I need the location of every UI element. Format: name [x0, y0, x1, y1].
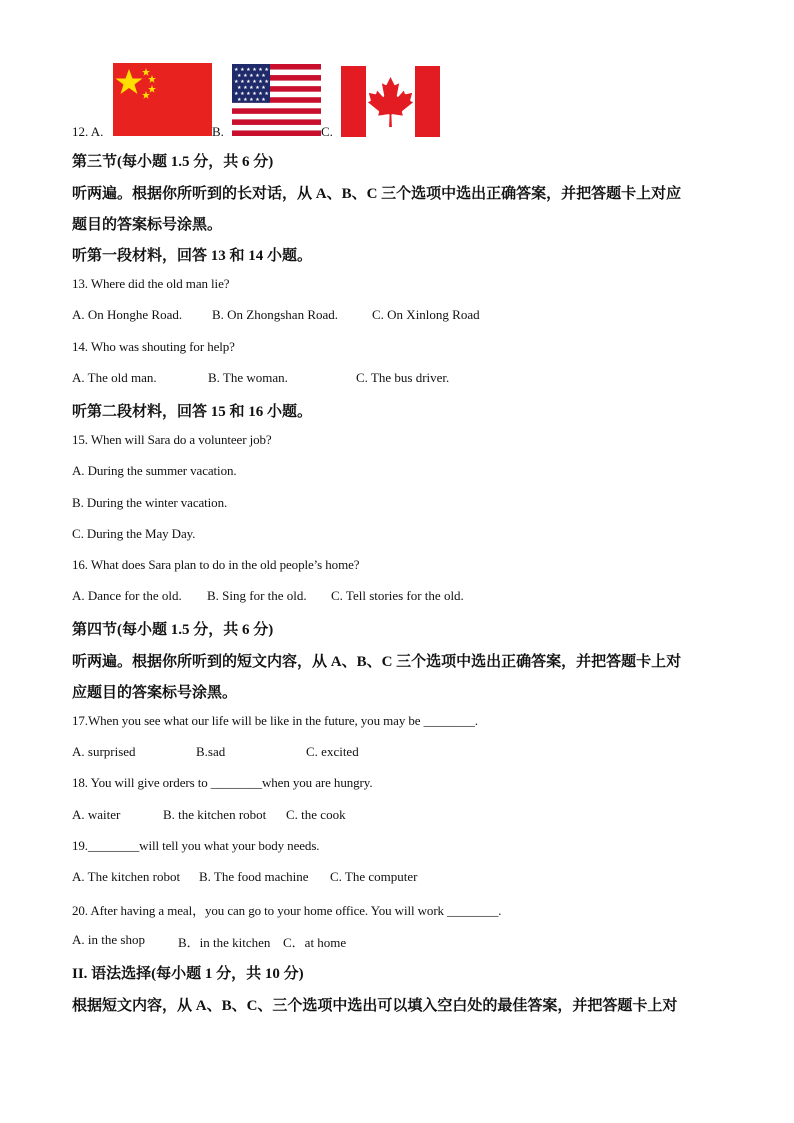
q19-stem: 19.________will tell you what your body needs.: [72, 838, 320, 853]
q16-stem: 16. What does Sara plan to do in the old people’s home?: [72, 557, 360, 572]
section3-heading: 第三节(每小题 1.5 分，共 6 分): [72, 154, 274, 170]
q20-option-c: C．at home: [283, 935, 347, 950]
q18-option-a: A. waiter: [72, 807, 121, 822]
section3-instruction-line1: 听两遍。根据你所听到的长对话，从 A、B、C 三个选项中选出正确答案，并把答题卡上对应: [72, 186, 682, 202]
q18-option-b: B. the kitchen robot: [163, 807, 267, 822]
section4-instruction-line1: 听两遍。根据你所听到的短文内容，从 A、B、C 三个选项中选出正确答案，并把答题卡上对: [72, 654, 682, 670]
q16-option-a: A. Dance for the old.: [72, 588, 182, 603]
q14-stem: 14. Who was shouting for help?: [72, 339, 235, 354]
canada-flag-icon: [341, 66, 440, 137]
q17-option-a: A. surprised: [72, 744, 136, 759]
grammar-instruction: 根据短文内容，从 A、B、C、三个选项中选出可以填入空白处的最佳答案，并把答题卡上对: [72, 998, 678, 1014]
q18-stem: 18. You will give orders to ________when you are hungry.: [72, 775, 373, 790]
china-flag-icon: [113, 63, 212, 136]
part2-heading: 听第二段材料，回答 15 和 16 小题。: [72, 404, 313, 420]
svg-text:★ ★ ★ ★ ★ ★: ★ ★ ★ ★ ★ ★: [234, 67, 269, 73]
q13-option-c: C. On Xinlong Road: [372, 307, 480, 322]
q17-stem: 17.When you see what our life will be like in the future, you may be ________.: [72, 713, 478, 728]
svg-text:★ ★ ★ ★ ★: ★ ★ ★ ★ ★: [237, 97, 266, 103]
q20-option-b: B．in the kitchen: [178, 935, 271, 950]
q16-option-b: B. Sing for the old.: [207, 588, 307, 603]
q17-option-c: C. excited: [306, 744, 359, 759]
q20-option-a: A. in the shop: [72, 932, 145, 947]
q14-option-c: C. The bus driver.: [356, 370, 450, 385]
q15-stem: 15. When will Sara do a volunteer job?: [72, 432, 272, 447]
part1-heading: 听第一段材料，回答 13 和 14 小题。: [72, 248, 313, 264]
q13-stem: 13. Where did the old man lie?: [72, 276, 230, 291]
q19-option-a: A. The kitchen robot: [72, 869, 181, 884]
q16-option-c: C. Tell stories for the old.: [331, 588, 464, 603]
q14-option-a: A. The old man.: [72, 370, 157, 385]
q15-option-a: A. During the summer vacation.: [72, 463, 237, 478]
section3-instruction-line2: 题目的答案标号涂黑。: [72, 217, 223, 233]
grammar-heading: II. 语法选择(每小题 1 分，共 10 分): [72, 966, 304, 982]
svg-text:★ ★ ★ ★ ★: ★ ★ ★ ★ ★: [237, 85, 266, 91]
q12-label-c: C.: [321, 124, 333, 139]
q20-stem: 20. After having a meal，you can go to your home office. You will work ________.: [72, 903, 502, 918]
q13-option-b: B. On Zhongshan Road.: [212, 307, 339, 322]
q13-option-a: A. On Honghe Road.: [72, 307, 183, 322]
q12-label-b: B.: [212, 124, 224, 139]
q15-option-c: C. During the May Day.: [72, 526, 196, 541]
q17-option-b: B.sad: [196, 744, 226, 759]
usa-flag-icon: [232, 64, 321, 136]
q18-option-c: C. the cook: [286, 807, 346, 822]
section4-heading: 第四节(每小题 1.5 分，共 6 分): [72, 622, 274, 638]
q14-option-b: B. The woman.: [208, 370, 288, 385]
svg-text:★ ★ ★ ★ ★ ★: ★ ★ ★ ★ ★ ★: [234, 79, 269, 85]
q12-number: 12. A.: [72, 124, 104, 139]
section4-instruction-line2: 应题目的答案标号涂黑。: [72, 685, 238, 701]
svg-text:★ ★ ★ ★ ★: ★ ★ ★ ★ ★: [237, 73, 266, 79]
q19-option-b: B. The food machine: [199, 869, 309, 884]
svg-text:★ ★ ★ ★ ★ ★: ★ ★ ★ ★ ★ ★: [234, 91, 269, 97]
q15-option-b: B. During the winter vacation.: [72, 495, 228, 510]
q19-option-c: C. The computer: [330, 869, 418, 884]
